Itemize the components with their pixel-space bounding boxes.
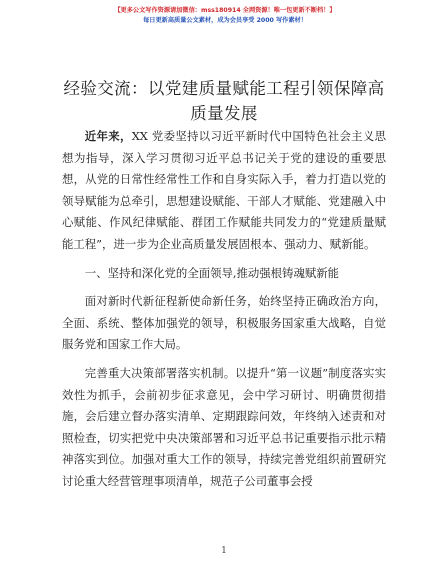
document-body: [62, 126, 386, 493]
document-title: 经验交流：以党建质量赋能工程引领保障高质量发展: [63, 79, 385, 123]
intro-paragraph: [62, 126, 386, 256]
promo-banner-line-1: 【更多公文写作资源请加微信：mss180914 全网资源！唯一包更新不断档！】: [114, 7, 336, 14]
page-number: 1: [221, 546, 227, 556]
paragraph-3: 完善重大决策部署落实机制。以提升“第一议题”制度落实实效性为抓手，会前初步征求意见，会中学习研讨、明确贯彻措施，会后建立督办落实清单、定期跟踪问效，年终纳入述责和对照检查，切实把党中央决策部署和习近平总书记重要指示批示精神落实到位。加强对重大工作的领导，持续完善党组织前置研究讨论重大经营管理事项清单，规范子公司董事会授: [62, 365, 386, 488]
paragraph-2: 面对新时代新征程新使命新任务，始终坚持正确政治方向，全面、系统、整体加强党的领导，积极服务国家重大战略，自觉服务党和国家工作大局。: [62, 294, 386, 352]
intro-text: XX 党委坚持以习近平新时代中国特色社会主义思想为指导，深入学习贯彻习近平总书记关于党的建设的重要思想，从党的日常性经常性工作和自身实际入手，着力打造以党的领导赋能为总牵引，思想建设赋能、干部人才赋能、党建融入中心赋能、作风纪律赋能、群团工作赋能共同发力的“党建质量赋能工程”，进一步为企业高质量发展固根本、强动力、赋新能。: [62, 129, 386, 251]
promo-banner-line-2: 每日更新高质量公文素材，成为会员享受 2000 写作素材！: [143, 17, 307, 24]
promo-banner: [60, 6, 390, 26]
section-heading-1: 一、坚持和深化党的全面领导,推动强根铸魂赋新能: [84, 265, 340, 280]
intro-lead: 近年来，: [84, 129, 132, 143]
